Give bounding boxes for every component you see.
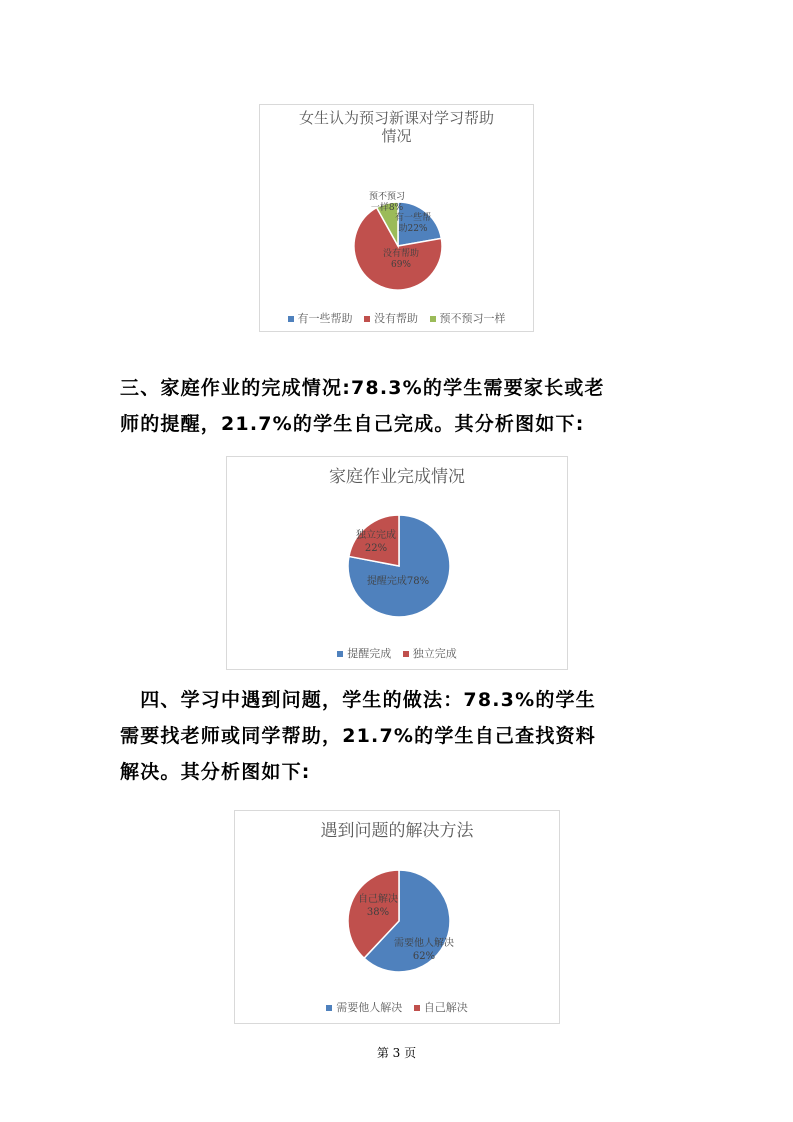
pie-chart <box>260 105 533 295</box>
paragraph-line: 师的提醒，21.7%的学生自己完成。其分析图如下: <box>120 413 585 435</box>
section-3-paragraph <box>120 370 676 442</box>
slice-label-value: 62% <box>412 951 436 962</box>
legend-item <box>326 999 402 1015</box>
legend-swatch <box>414 1005 420 1011</box>
legend-label: 独立完成 <box>412 647 457 660</box>
page-number: 第 3 页 <box>376 1046 417 1060</box>
legend-swatch <box>403 651 409 657</box>
chart-legend <box>227 645 567 661</box>
legend-label: 自己解决 <box>423 1001 468 1014</box>
chart-homework-completion <box>226 456 568 670</box>
slice-label-value: 69% <box>390 260 412 270</box>
slice-label-value: 一样8% <box>370 203 404 213</box>
pie-chart <box>235 811 559 991</box>
chart-title-line-1: 女生认为预习新课对学习帮助 <box>298 109 494 127</box>
chart-preview-help <box>259 104 534 332</box>
slice-label-name: 需要他人解决 <box>394 938 454 949</box>
paragraph-line: 四、学习中遇到问题，学生的做法：78.3%的学生 <box>120 689 596 711</box>
slice-label-name: 自己解决 <box>358 894 398 905</box>
chart-title: 遇到问题的解决方法 <box>320 821 474 841</box>
legend-label: 预不预习一样 <box>439 312 506 325</box>
legend-swatch <box>337 651 343 657</box>
paragraph-line: 需要找老师或同学帮助，21.7%的学生自己查找资料 <box>120 725 596 747</box>
legend-label: 提醒完成 <box>347 647 392 660</box>
legend-swatch <box>288 316 294 322</box>
chart-legend <box>235 999 559 1015</box>
legend-item <box>414 999 468 1015</box>
slice-label-name: 独立完成 <box>356 530 396 541</box>
chart-title: 家庭作业完成情况 <box>329 467 465 487</box>
legend-item <box>288 310 353 326</box>
legend-item <box>337 645 391 661</box>
slice-label-name: 预不预习 <box>368 192 406 202</box>
legend-swatch <box>364 316 370 322</box>
slice-label-value: 22% <box>364 543 388 554</box>
legend-swatch <box>326 1005 332 1011</box>
legend-label: 没有帮助 <box>374 312 418 325</box>
chart-problem-solving <box>234 810 560 1024</box>
legend-item <box>430 310 506 326</box>
legend-label: 需要他人解决 <box>336 1001 403 1014</box>
pie-chart <box>227 457 567 637</box>
slice-label-name: 没有帮助 <box>382 249 420 259</box>
chart-legend <box>260 310 533 326</box>
chart-title-line-2: 情况 <box>381 127 412 145</box>
slice-label-value: 38% <box>366 907 390 918</box>
slice-label-value: 助22% <box>398 224 428 234</box>
legend-swatch <box>430 316 436 322</box>
legend-label: 有一些帮助 <box>297 312 353 325</box>
paragraph-line: 解决。其分析图如下: <box>120 761 311 783</box>
legend-item <box>403 645 457 661</box>
section-4-paragraph <box>120 682 676 790</box>
paragraph-line: 三、家庭作业的完成情况:78.3%的学生需要家长或老 <box>120 377 605 399</box>
legend-item <box>364 310 418 326</box>
slice-label-name: 有一些帮 <box>394 213 432 223</box>
slice-label-name: 提醒完成78% <box>366 576 430 587</box>
